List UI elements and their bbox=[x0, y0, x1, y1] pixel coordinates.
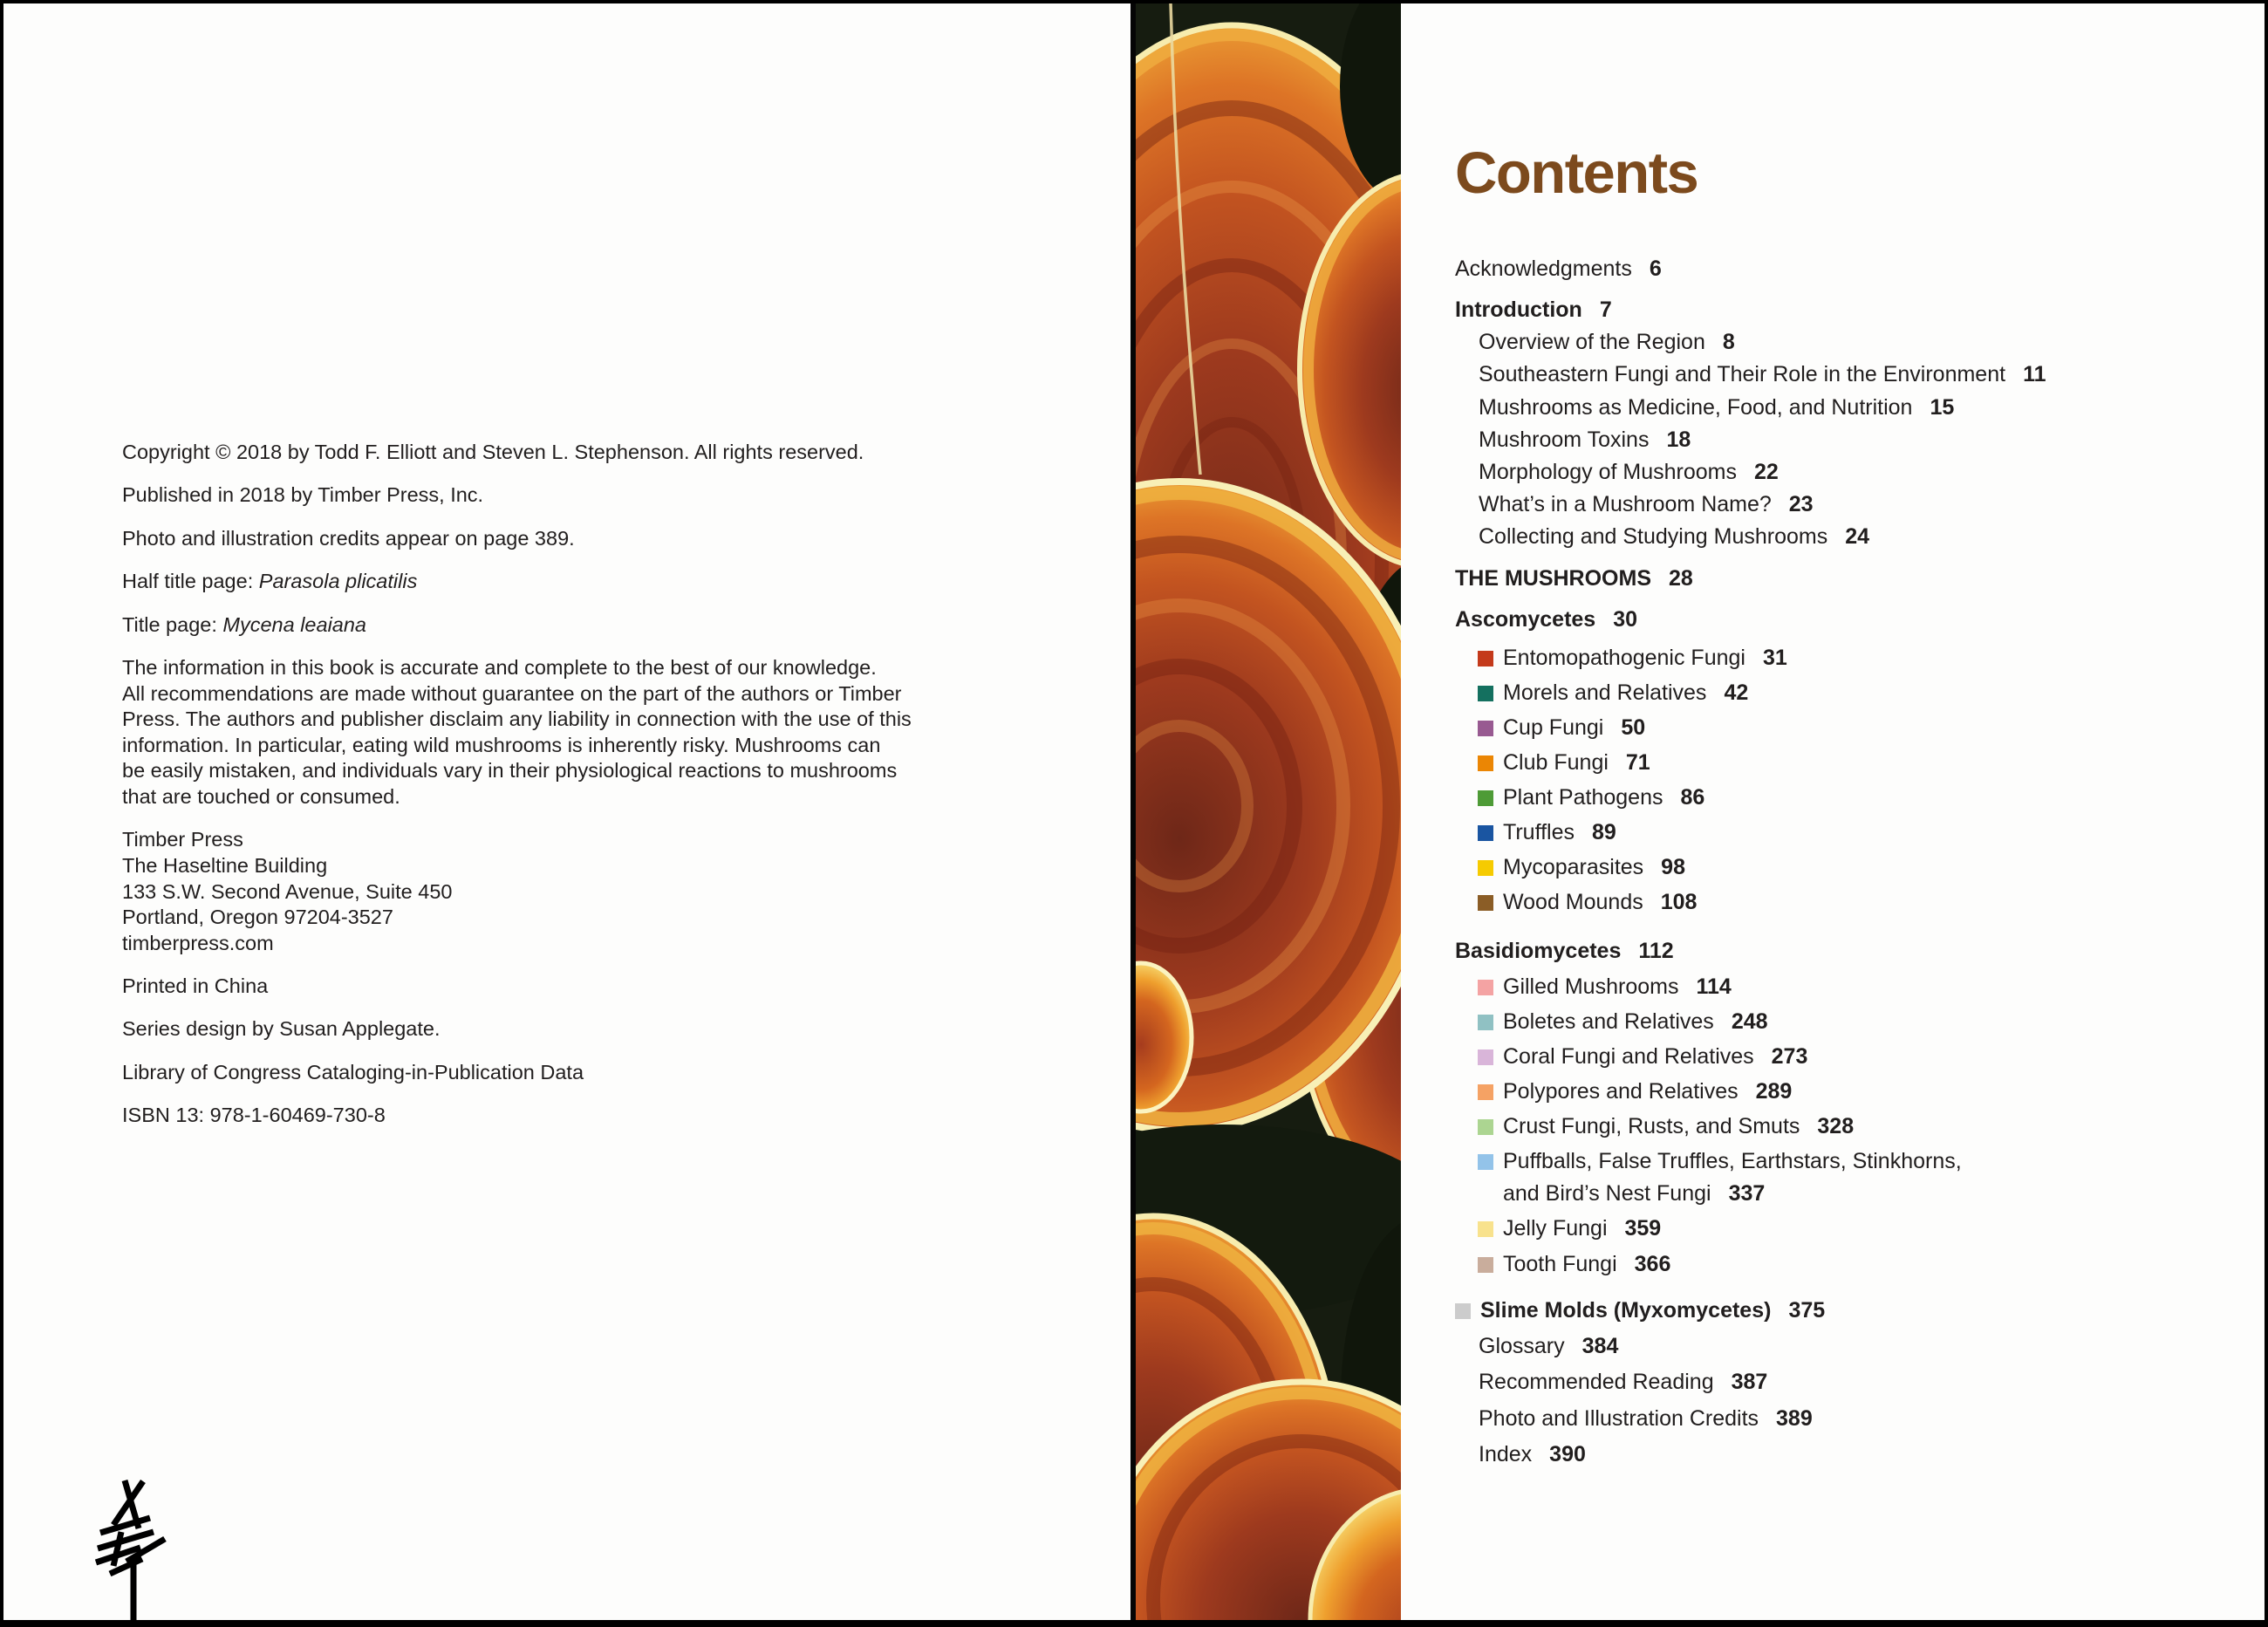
paragraph: Half title page: Parasola plicatilis bbox=[122, 570, 418, 593]
toc-entry-label: Polypores and Relatives bbox=[1503, 1079, 1739, 1104]
toc-entry-label: Mycoparasites bbox=[1503, 855, 1644, 879]
category-color-swatch bbox=[1478, 825, 1493, 841]
toc-page-number: 390 bbox=[1549, 1442, 1586, 1466]
toc-entry-label: Wood Mounds bbox=[1503, 890, 1643, 914]
category-color-swatch bbox=[1478, 1257, 1493, 1273]
toc-entry bbox=[1455, 1113, 2205, 1139]
toc-entry bbox=[1455, 606, 2205, 632]
copyright-block bbox=[122, 440, 925, 1146]
toc-entry-label: Boletes and Relatives bbox=[1503, 1009, 1714, 1034]
toc-entry-label: Morels and Relatives bbox=[1503, 680, 1707, 705]
toc-page-number: 273 bbox=[1771, 1044, 1808, 1069]
toc-page-number: 71 bbox=[1625, 750, 1650, 775]
toc-entry bbox=[1455, 1405, 2205, 1432]
toc-page-number: 30 bbox=[1613, 607, 1638, 632]
toc-entry bbox=[1455, 854, 2205, 880]
toc-page-number: 366 bbox=[1634, 1252, 1671, 1276]
toc-entry bbox=[1455, 1215, 2205, 1241]
toc-page-number: 28 bbox=[1669, 566, 1693, 591]
toc-entry-label: Coral Fungi and Relatives bbox=[1503, 1044, 1754, 1069]
toc-page-number: 8 bbox=[1722, 330, 1735, 354]
toc-entry-label: Morphology of Mushrooms bbox=[1479, 460, 1737, 484]
toc-entry-label: Cup Fungi bbox=[1503, 715, 1604, 740]
toc-entry bbox=[1455, 819, 2205, 845]
toc-page-number: 98 bbox=[1661, 855, 1685, 879]
paragraph: Series design by Susan Applegate. bbox=[122, 1017, 441, 1041]
toc-entry-label: Photo and Illustration Credits bbox=[1479, 1406, 1759, 1431]
toc-entry bbox=[1455, 1441, 2205, 1467]
paragraph: The information in this book is accurate and complete to the best of our knowledge. All recommendations are made without guarantee on the part of the authors or Timber Press. The authors and publisher disclaim any liability in connection with the use of this information. In particular, eating wild mushrooms is inherently risky. Mushrooms can be easily mistaken, and individuals vary in their physiological reactions to mushrooms that are touched or consumed. bbox=[122, 655, 912, 808]
category-color-swatch bbox=[1478, 1049, 1493, 1065]
toc-entry bbox=[1455, 565, 2205, 591]
toc-entry-label: Overview of the Region bbox=[1479, 330, 1705, 354]
species-name: Mycena leaiana bbox=[222, 612, 366, 636]
toc-entry bbox=[1455, 784, 2205, 810]
paragraph: Library of Congress Cataloging-in-Publication Data bbox=[122, 1060, 584, 1084]
toc-entry bbox=[1455, 1297, 2205, 1323]
toc-entry-label: THE MUSHROOMS bbox=[1455, 566, 1651, 591]
toc-page-number: 11 bbox=[2023, 362, 2046, 386]
toc-entry bbox=[1455, 361, 2205, 387]
toc-entry bbox=[1455, 523, 2205, 550]
toc-page-number: 24 bbox=[1845, 524, 1870, 549]
toc-entry bbox=[1455, 749, 2205, 776]
category-color-swatch bbox=[1478, 721, 1493, 736]
category-color-swatch bbox=[1478, 980, 1493, 995]
toc-entry bbox=[1455, 1369, 2205, 1395]
toc-page-number: 50 bbox=[1621, 715, 1646, 740]
toc-entry-label: Entomopathogenic Fungi bbox=[1503, 646, 1745, 670]
toc-page-number: 389 bbox=[1776, 1406, 1813, 1431]
toc-entry bbox=[1455, 1180, 2205, 1207]
toc-page-number: 375 bbox=[1788, 1298, 1826, 1323]
toc-entry bbox=[1455, 938, 2205, 964]
toc-entry bbox=[1455, 645, 2205, 671]
toc-entry-label: Basidiomycetes bbox=[1455, 939, 1622, 963]
toc-entry-label: Introduction bbox=[1455, 297, 1582, 322]
toc-page-number: 387 bbox=[1731, 1370, 1768, 1394]
toc-entry-label: Plant Pathogens bbox=[1503, 785, 1663, 810]
toc-page-number: 328 bbox=[1817, 1114, 1855, 1138]
toc-entry bbox=[1455, 491, 2205, 517]
toc-entry-label: Club Fungi bbox=[1503, 750, 1609, 775]
toc-entry bbox=[1455, 1008, 2205, 1035]
toc-entry bbox=[1455, 714, 2205, 741]
toc-entry-label: Mushrooms as Medicine, Food, and Nutrition bbox=[1479, 395, 1913, 420]
paragraph: ISBN 13: 978-1-60469-730-8 bbox=[122, 1104, 386, 1127]
toc-entry-label: Collecting and Studying Mushrooms bbox=[1479, 524, 1828, 549]
category-color-swatch bbox=[1478, 1221, 1493, 1237]
category-color-swatch bbox=[1478, 1015, 1493, 1030]
paragraph: Title page: Mycena leaiana bbox=[122, 612, 366, 636]
toc-entry-label: Jelly Fungi bbox=[1503, 1216, 1608, 1241]
toc-list bbox=[1455, 256, 2205, 1467]
toc-entry-label: Index bbox=[1479, 1442, 1533, 1466]
toc-entry bbox=[1455, 459, 2205, 485]
toc-page-number: 337 bbox=[1728, 1181, 1766, 1206]
toc-entry-label: Puffballs, False Truffles, Earthstars, Stinkhorns, bbox=[1503, 1149, 1962, 1173]
paragraph: Copyright © 2018 by Todd F. Elliott and Steven L. Stephenson. All rights reserved. bbox=[122, 441, 864, 463]
mushroom-photo bbox=[1131, 3, 1401, 1620]
toc-page-number: 22 bbox=[1753, 460, 1779, 484]
toc-page-number: 359 bbox=[1624, 1216, 1662, 1241]
category-color-swatch bbox=[1478, 755, 1493, 771]
toc-page-number: 7 bbox=[1599, 297, 1612, 322]
toc-entry bbox=[1455, 889, 2205, 915]
category-color-swatch bbox=[1478, 860, 1493, 876]
paragraph: Timber Press The Haseltine Building 133 S.W. Second Avenue, Suite 450 Portland, Oregon 97204-3527 timberpress.com bbox=[122, 828, 453, 954]
paragraph: Published in 2018 by Timber Press, Inc. bbox=[122, 483, 484, 507]
toc-entry bbox=[1455, 1333, 2205, 1359]
toc-entry bbox=[1455, 1148, 2205, 1174]
paragraph: Printed in China bbox=[122, 974, 269, 998]
category-color-swatch bbox=[1478, 1119, 1493, 1135]
toc-entry-label: Truffles bbox=[1503, 820, 1575, 844]
species-name: Parasola plicatilis bbox=[258, 570, 418, 593]
toc-entry-label: Tooth Fungi bbox=[1503, 1252, 1617, 1276]
toc-entry-label: Ascomycetes bbox=[1455, 607, 1596, 632]
toc-page-number: 6 bbox=[1649, 256, 1662, 281]
toc-entry-label: Southeastern Fungi and Their Role in the Environment bbox=[1479, 362, 2006, 386]
toc-page-number: 86 bbox=[1680, 785, 1705, 810]
category-color-swatch bbox=[1478, 1084, 1493, 1100]
toc-entry-label: What’s in a Mushroom Name? bbox=[1479, 492, 1772, 516]
category-color-swatch bbox=[1478, 790, 1493, 806]
category-color-swatch bbox=[1478, 895, 1493, 911]
toc-page-number: 112 bbox=[1638, 939, 1674, 963]
page-title: Contents bbox=[1455, 140, 1698, 206]
toc-entry-label: Mushroom Toxins bbox=[1479, 427, 1650, 452]
toc-page-number: 89 bbox=[1591, 820, 1616, 844]
category-color-swatch bbox=[1478, 651, 1493, 667]
toc-page-number: 108 bbox=[1660, 890, 1698, 914]
toc-page-number: 114 bbox=[1696, 974, 1732, 999]
paragraph: Photo and illustration credits appear on page 389. bbox=[122, 526, 575, 550]
toc-entry bbox=[1455, 1251, 2205, 1277]
toc-page-number: 289 bbox=[1755, 1079, 1793, 1104]
toc-entry bbox=[1455, 329, 2205, 355]
toc-page-number: 384 bbox=[1581, 1334, 1619, 1358]
toc-entry-label: Gilled Mushrooms bbox=[1503, 974, 1679, 999]
toc-page-number: 31 bbox=[1762, 646, 1787, 670]
toc-page-number: 248 bbox=[1731, 1009, 1768, 1034]
toc-page-number: 42 bbox=[1724, 680, 1749, 705]
toc-page-number: 23 bbox=[1788, 492, 1814, 516]
toc-entry bbox=[1455, 297, 2205, 323]
toc-entry bbox=[1455, 974, 2205, 1000]
toc-entry bbox=[1455, 256, 2205, 282]
toc-entry bbox=[1455, 1043, 2205, 1070]
toc-entry-label: Slime Molds (Myxomycetes) bbox=[1480, 1298, 1772, 1323]
toc-entry-label: Acknowledgments bbox=[1455, 256, 1632, 281]
toc-entry bbox=[1455, 394, 2205, 420]
toc-entry bbox=[1455, 1078, 2205, 1104]
toc-page-number: 18 bbox=[1666, 427, 1691, 452]
toc-page-number: 15 bbox=[1930, 395, 1955, 420]
toc-entry bbox=[1455, 680, 2205, 706]
category-color-swatch bbox=[1478, 1154, 1493, 1170]
category-color-swatch bbox=[1478, 686, 1493, 701]
toc-entry bbox=[1455, 427, 2205, 453]
toc-entry-label: Glossary bbox=[1479, 1334, 1565, 1358]
timber-press-tree-icon bbox=[87, 1478, 174, 1627]
category-color-swatch bbox=[1455, 1303, 1471, 1319]
toc-entry-label: Crust Fungi, Rusts, and Smuts bbox=[1503, 1114, 1800, 1138]
toc-entry-label: Recommended Reading bbox=[1479, 1370, 1714, 1394]
toc-entry-label: and Bird’s Nest Fungi bbox=[1503, 1181, 1711, 1206]
